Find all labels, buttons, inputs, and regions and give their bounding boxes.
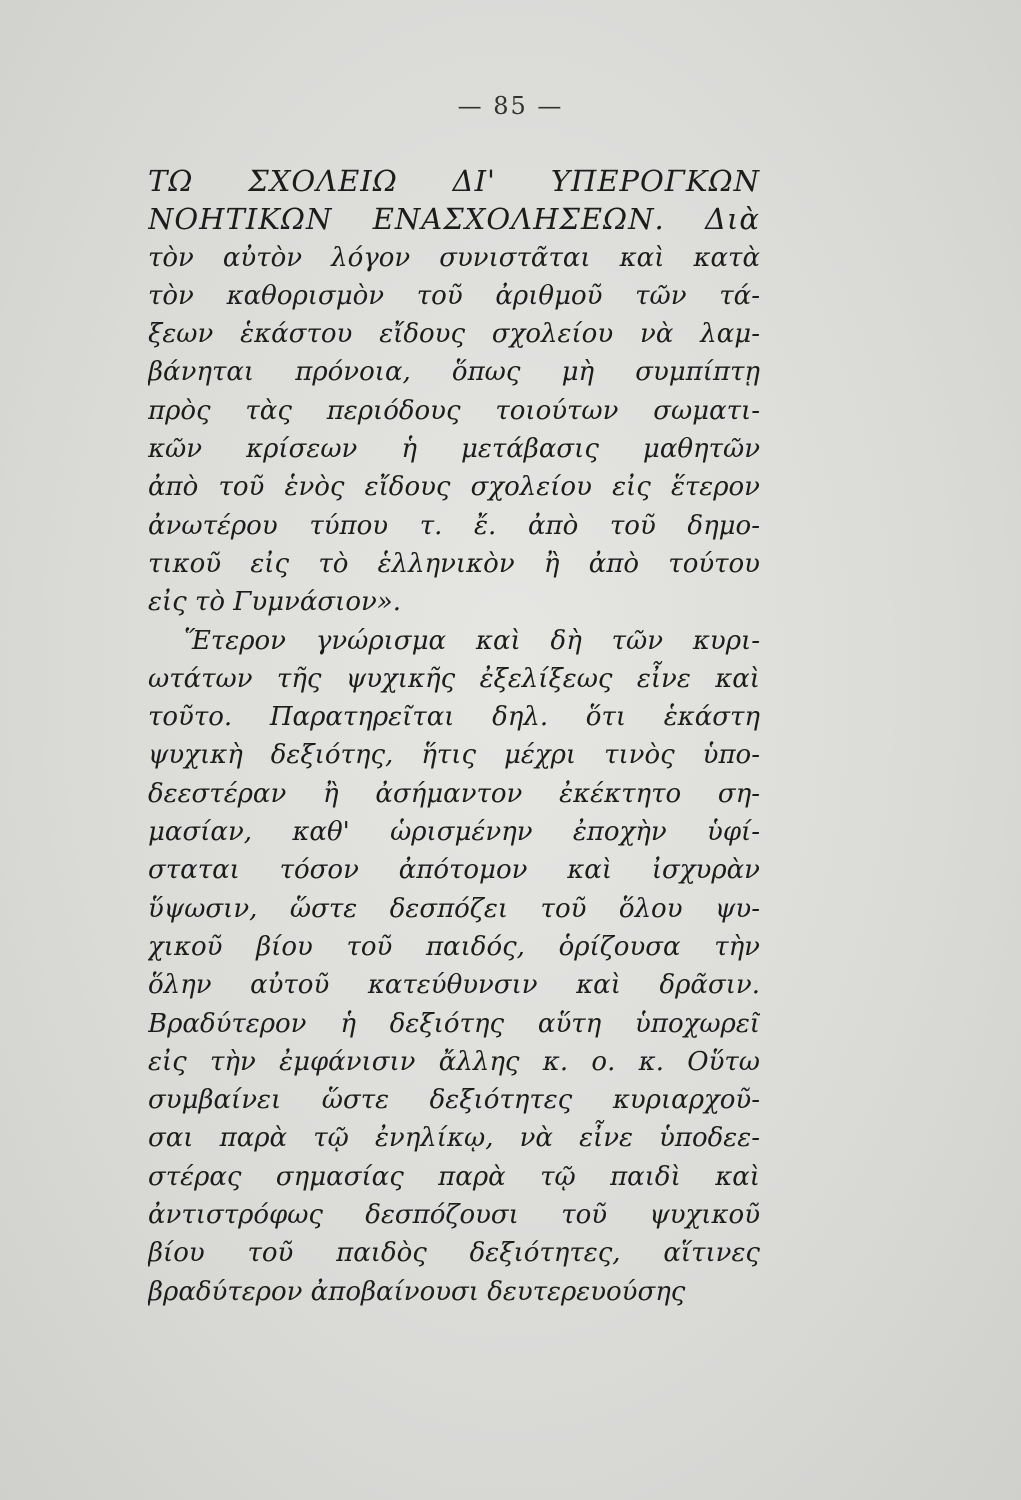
text-line: ωτάτων τῆς ψυχικῆς ἐξελίξεως εἶνε καὶ [148,663,760,694]
text-line: δεεστέραν ἢ ἀσήμαντον ἐκέκτητο ση- [148,778,760,809]
text-line: μασίαν, καθ' ὡρισμένην ἐποχὴν ὑφί- [148,817,760,848]
text-line: τὸν αὐτὸν λόγον συνιστᾶται καὶ κατὰ [148,242,760,273]
text-line: ἀνωτέρου τύπου τ. ἔ. ἀπὸ τοῦ δημο- [148,510,760,541]
text-line: σταται τόσον ἀπότομον καὶ ἰσχυρὰν [148,855,760,886]
text-line: τὸν καθορισμὸν τοῦ ἀριθμοῦ τῶν τά- [148,280,760,311]
text-line: χικοῦ βίου τοῦ παιδός, ὁρίζουσα τὴν [148,931,760,962]
text-line: πρὸς τὰς περιόδους τοιούτων σωματι- [148,395,760,426]
text-line: τοῦτο. Παρατηρεῖται δηλ. ὅτι ἑκάστη [148,702,760,733]
text-line: βραδύτερον ἀποβαίνουσι δευτερευούσης [148,1276,686,1307]
text-line: σαι παρὰ τῷ ἐνηλίκῳ, νὰ εἶνε ὑποδεε- [148,1123,760,1154]
text-line: εἰς τὴν ἐμφάνισιν ἄλλης κ. ο. κ. Οὕτω [148,1046,760,1077]
text-line: Βραδύτερον ἡ δεξιότης αὕτη ὑποχωρεῖ [148,1008,760,1039]
heading-line: ΝΟΗΤΙΚΩΝ ΕΝΑΣΧΟΛΗΣΕΩΝ. Διὰ [148,202,760,237]
text-line: ὅλην αὐτοῦ κατεύθυνσιν καὶ δρᾶσιν. [148,970,760,1001]
text-line: βίου τοῦ παιδὸς δεξιότητες, αἵτινες [148,1238,760,1269]
text-line: στέρας σημασίας παρὰ τῷ παιδὶ καὶ [148,1161,760,1192]
text-line: εἰς τὸ Γυμνάσιον». [148,587,401,618]
text-line: ξεων ἑκάστου εἴδους σχολείου νὰ λαμ- [148,319,760,350]
text-line: ἀντιστρόφως δεσπόζουσι τοῦ ψυχικοῦ [148,1200,760,1231]
heading-line: ΤΩ ΣΧΟΛΕΙΩ ΔΙ' ΥΠΕΡΟΓΚΩΝ [148,164,760,198]
text-line: βάνηται πρόνοια, ὅπως μὴ συμπίπτῃ [148,357,760,388]
text-line: Ἕτερον γνώρισμα καὶ δὴ τῶν κυρι- [184,625,760,656]
text-line: ψυχικὴ δεξιότης, ἥτις μέχρι τινὸς ὑπο- [148,740,760,771]
text-line: ἀπὸ τοῦ ἑνὸς εἴδους σχολείου εἰς ἕτερον [148,472,760,503]
text-line: συμβαίνει ὥστε δεξιότητες κυριαρχοῦ- [148,1085,760,1116]
text-line: ὕψωσιν, ὥστε δεσπόζει τοῦ ὅλου ψυ- [148,893,760,924]
text-line: κῶν κρίσεων ἡ μετάβασις μαθητῶν [148,434,760,465]
body-text [148,162,760,1311]
text-line: τικοῦ εἰς τὸ ἑλληνικὸν ἢ ἀπὸ τούτου [148,548,760,579]
page-number: — 85 — [457,92,564,120]
